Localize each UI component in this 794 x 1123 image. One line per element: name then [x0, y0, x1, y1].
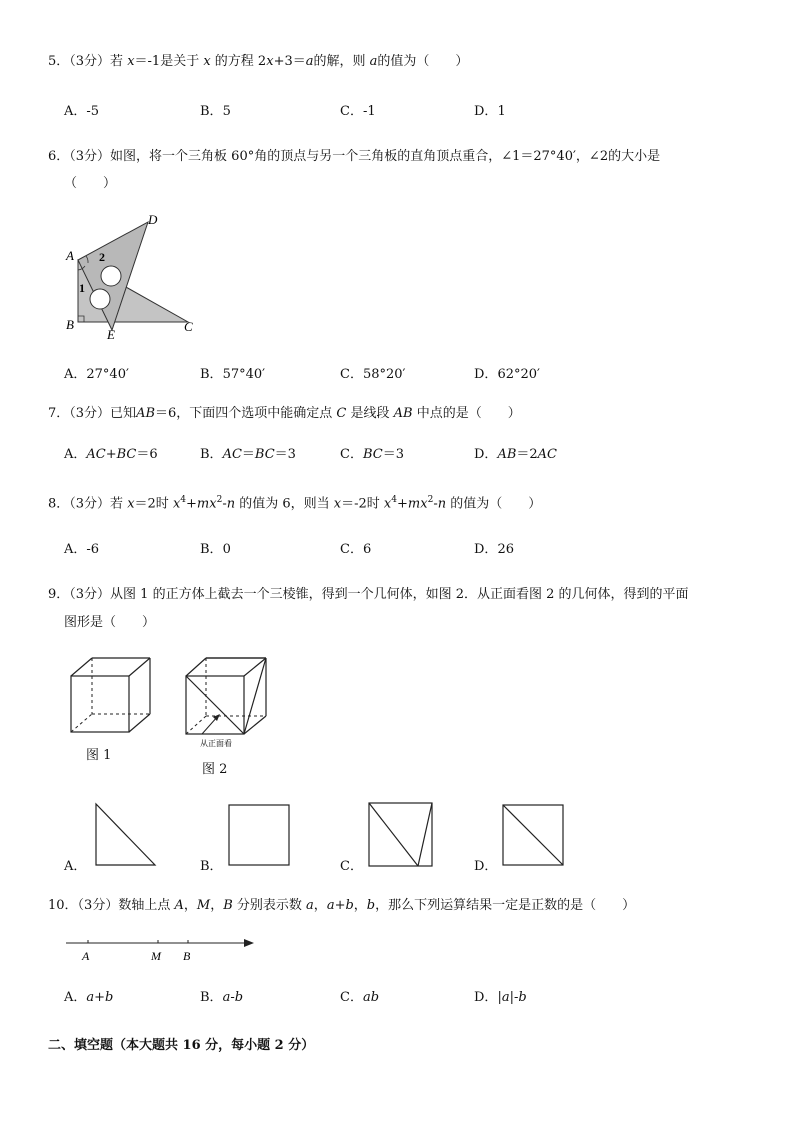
stem-text: ＝2时 — [134, 496, 173, 512]
operator: - — [433, 496, 438, 512]
question-6-stem — [48, 147, 660, 167]
q8-option-c[interactable] — [340, 541, 371, 559]
label-e: E — [107, 327, 115, 342]
point-b: B — [223, 898, 233, 913]
question-10-stem — [48, 896, 635, 916]
option-text: 57°40′ — [222, 367, 266, 382]
option-letter: B． — [200, 990, 223, 1005]
option-var: AC — [537, 447, 558, 462]
question-number: 6．（3分） — [48, 149, 111, 164]
question-number: 10．（3分） — [48, 898, 119, 913]
option-text: |a|-b — [497, 990, 527, 1005]
option-text: -5 — [86, 104, 100, 119]
q6-option-b[interactable] — [200, 366, 265, 384]
option-var: BC — [254, 447, 275, 462]
punctuation: ， — [210, 898, 224, 913]
cut-edge — [186, 676, 244, 734]
exponent: 2 — [427, 495, 434, 505]
label-d: D — [148, 212, 158, 227]
variable-x: x — [266, 54, 274, 69]
punctuation: ， — [183, 898, 197, 913]
variable-x: x — [127, 496, 135, 512]
triangle-figure — [60, 212, 210, 344]
option-text: 0 — [222, 542, 231, 557]
punctuation: ， — [353, 898, 367, 913]
q5-option-c[interactable] — [340, 103, 376, 121]
q9-option-a-shape[interactable] — [94, 802, 158, 868]
question-number: 9．（3分） — [48, 587, 111, 602]
stem-text: 若 — [110, 54, 128, 69]
hole-upper — [101, 266, 121, 286]
q9-option-c-label[interactable]: C． — [340, 859, 363, 874]
variable-n: n — [437, 496, 447, 512]
point-a: A — [174, 898, 184, 913]
q10-option-c[interactable] — [340, 989, 379, 1007]
option-letter: D． — [474, 990, 498, 1005]
variable-m: m — [407, 496, 421, 512]
option-text: ＝3 — [382, 447, 404, 462]
option-letter: B． — [200, 104, 223, 119]
q9-option-d-shape[interactable] — [502, 804, 564, 866]
axis-label-b: B — [183, 949, 191, 963]
q7-option-c[interactable] — [340, 446, 404, 464]
question-number: 7．（3分） — [48, 406, 111, 421]
q10-option-b[interactable] — [200, 989, 243, 1007]
number-line — [62, 932, 258, 964]
operator: + — [397, 496, 408, 512]
label-angle-2: 2 — [99, 250, 105, 264]
option-text: -6 — [86, 542, 100, 557]
option-text: 62°20′ — [497, 367, 540, 382]
figure-2-caption: 图 2 — [202, 762, 228, 777]
hole-lower — [90, 289, 110, 309]
question-8-stem — [48, 490, 541, 514]
stem-text: 的值为（ ） — [377, 54, 469, 69]
option-letter: D． — [474, 104, 498, 119]
variable-x: x — [127, 54, 135, 69]
question-7-stem — [48, 404, 521, 424]
q7-option-b[interactable] — [200, 446, 296, 464]
option-letter: C． — [340, 104, 363, 119]
q8-option-a[interactable] — [64, 541, 99, 559]
option-text: 1 — [497, 104, 506, 119]
stem-text: 如图，将一个三角板 60°角的顶点与另一个三角板的直角顶点重合，∠1＝27°40′，∠2的大小是 — [110, 149, 661, 164]
q6-option-d[interactable] — [474, 366, 540, 384]
stem-text: 是线段 — [346, 406, 394, 421]
option-var: BC — [116, 447, 137, 462]
axis-label-m: M — [151, 949, 161, 963]
cube-figure-1 — [68, 656, 154, 734]
option-letter: C． — [340, 367, 363, 382]
variable-m: m — [196, 496, 210, 512]
variable-x: x — [383, 496, 392, 512]
option-text: -1 — [362, 104, 376, 119]
arrow-right-icon — [244, 939, 254, 947]
option-letter: B． — [200, 447, 223, 462]
stem-text: 的值为 6，则当 — [235, 496, 334, 512]
variable-n: n — [226, 496, 236, 512]
stem-text: 的解，则 — [313, 54, 370, 69]
option-letter: A． — [64, 447, 87, 462]
q9-option-b-shape[interactable] — [228, 804, 290, 866]
stem-text: ＝6，下面四个选项中能确定点 — [155, 406, 337, 421]
label-a: A — [66, 248, 74, 263]
stem-text: 数轴上点 — [118, 898, 175, 913]
cut-edge — [244, 658, 266, 734]
option-text: 6 — [362, 542, 372, 557]
exponent: 4 — [391, 495, 397, 505]
option-letter: A． — [64, 104, 87, 119]
variable-x: x — [203, 54, 211, 69]
variable-b: b — [366, 898, 376, 913]
question-9-stem — [48, 585, 689, 605]
cube-figure-2 — [182, 654, 272, 750]
variable-x: x — [209, 496, 217, 512]
q8-option-b[interactable] — [200, 541, 231, 559]
variable-a: a — [305, 54, 314, 69]
variable-a: a — [369, 54, 378, 69]
q9-option-b-label[interactable]: B． — [200, 859, 223, 874]
option-op: + — [105, 447, 117, 462]
option-text: 27°40′ — [86, 367, 129, 382]
variable-x: x — [333, 496, 342, 512]
question-9-stem-cont: 图形是（ ） — [64, 615, 156, 630]
option-text: 58°20′ — [362, 367, 406, 382]
q10-option-a[interactable] — [64, 989, 113, 1007]
variable-x: x — [172, 496, 181, 512]
option-letter: C． — [340, 542, 363, 557]
option-text: a+b — [86, 990, 114, 1005]
option-var: AB — [497, 447, 517, 462]
expression-a-plus-b: a+b — [326, 898, 354, 913]
question-5-stem — [48, 52, 468, 72]
option-letter: C． — [340, 447, 363, 462]
q6-option-c[interactable] — [340, 366, 406, 384]
option-letter: C． — [340, 990, 363, 1005]
exponent: 2 — [216, 495, 223, 505]
option-text: a-b — [222, 990, 244, 1005]
point-m: M — [196, 898, 211, 913]
q5-option-a[interactable] — [64, 103, 99, 121]
stem-text: 已知 — [110, 406, 137, 421]
option-letter: B． — [200, 367, 223, 382]
stem-text: 从图 1 的正方体上截去一个三棱锥，得到一个几何体，如图 2．从正面看图 2 的几何体，得到的平面 — [110, 587, 689, 602]
segment-ab: AB — [393, 406, 413, 421]
stem-text: 中点的是（ ） — [412, 406, 521, 421]
option-letter: D． — [474, 367, 498, 382]
option-text: 5 — [222, 104, 231, 119]
question-6-stem-cont: （ ） — [64, 176, 117, 191]
option-letter: B． — [200, 542, 223, 557]
q10-option-d[interactable] — [474, 989, 527, 1007]
stem-text: ，那么下列运算结果一定是正数的是（ ） — [375, 898, 636, 913]
stem-text: 若 — [110, 496, 128, 512]
option-letter: A． — [64, 990, 87, 1005]
option-var: BC — [362, 447, 383, 462]
operator: + — [186, 496, 197, 512]
label-angle-1: 1 — [79, 281, 85, 295]
section-heading: 二、填空题（本大题共 16 分，每小题 2 分） — [48, 1038, 315, 1053]
q5-option-d[interactable] — [474, 103, 506, 121]
hidden-edge — [71, 714, 92, 732]
stem-text: 分别表示数 — [232, 898, 307, 913]
stem-text: +3＝ — [273, 54, 306, 69]
variable-a: a — [306, 898, 314, 913]
option-text: 26 — [497, 542, 514, 557]
q8-option-d[interactable] — [474, 541, 514, 559]
figure-1-caption: 图 1 — [86, 748, 112, 763]
stem-text: 的值为（ ） — [446, 496, 542, 512]
q7-option-d[interactable] — [474, 446, 557, 464]
option-op: ＝ — [241, 447, 255, 462]
option-letter: A． — [64, 367, 87, 382]
question-number: 5．（3分） — [48, 54, 111, 69]
exponent: 4 — [180, 495, 187, 505]
q6-option-a[interactable] — [64, 366, 129, 384]
option-op: ＝2 — [516, 447, 538, 462]
q7-option-a[interactable] — [64, 446, 158, 464]
q9-option-d-label[interactable]: D． — [474, 859, 498, 874]
cube-front-face — [71, 676, 129, 732]
hidden-edge — [186, 716, 206, 734]
option-text: ＝3 — [274, 447, 296, 462]
stem-text: 的方程 2 — [210, 54, 267, 69]
punctuation: ， — [313, 898, 327, 913]
axis-label-a: A — [82, 949, 90, 963]
point-c: C — [336, 406, 347, 421]
option-text: ab — [362, 990, 380, 1005]
option-letter: D． — [474, 447, 498, 462]
q9-option-c-shape[interactable] — [368, 802, 434, 868]
option-letter: D． — [474, 542, 498, 557]
front-view-label: 从正面看 — [200, 739, 232, 748]
option-letter: A． — [64, 542, 87, 557]
stem-text: ＝-1是关于 — [134, 54, 204, 69]
label-b: B — [66, 317, 74, 332]
option-var: AC — [86, 447, 106, 462]
q9-option-a-label[interactable]: A． — [64, 859, 87, 874]
label-c: C — [184, 319, 193, 334]
option-text: ＝6 — [136, 447, 158, 462]
segment-ab: AB — [136, 406, 156, 421]
operator: - — [222, 496, 227, 512]
q5-option-b[interactable] — [200, 103, 231, 121]
variable-x: x — [420, 496, 428, 512]
question-number: 8．（3分） — [48, 496, 111, 512]
stem-text: ＝-2时 — [341, 496, 384, 512]
option-var: AC — [222, 447, 242, 462]
